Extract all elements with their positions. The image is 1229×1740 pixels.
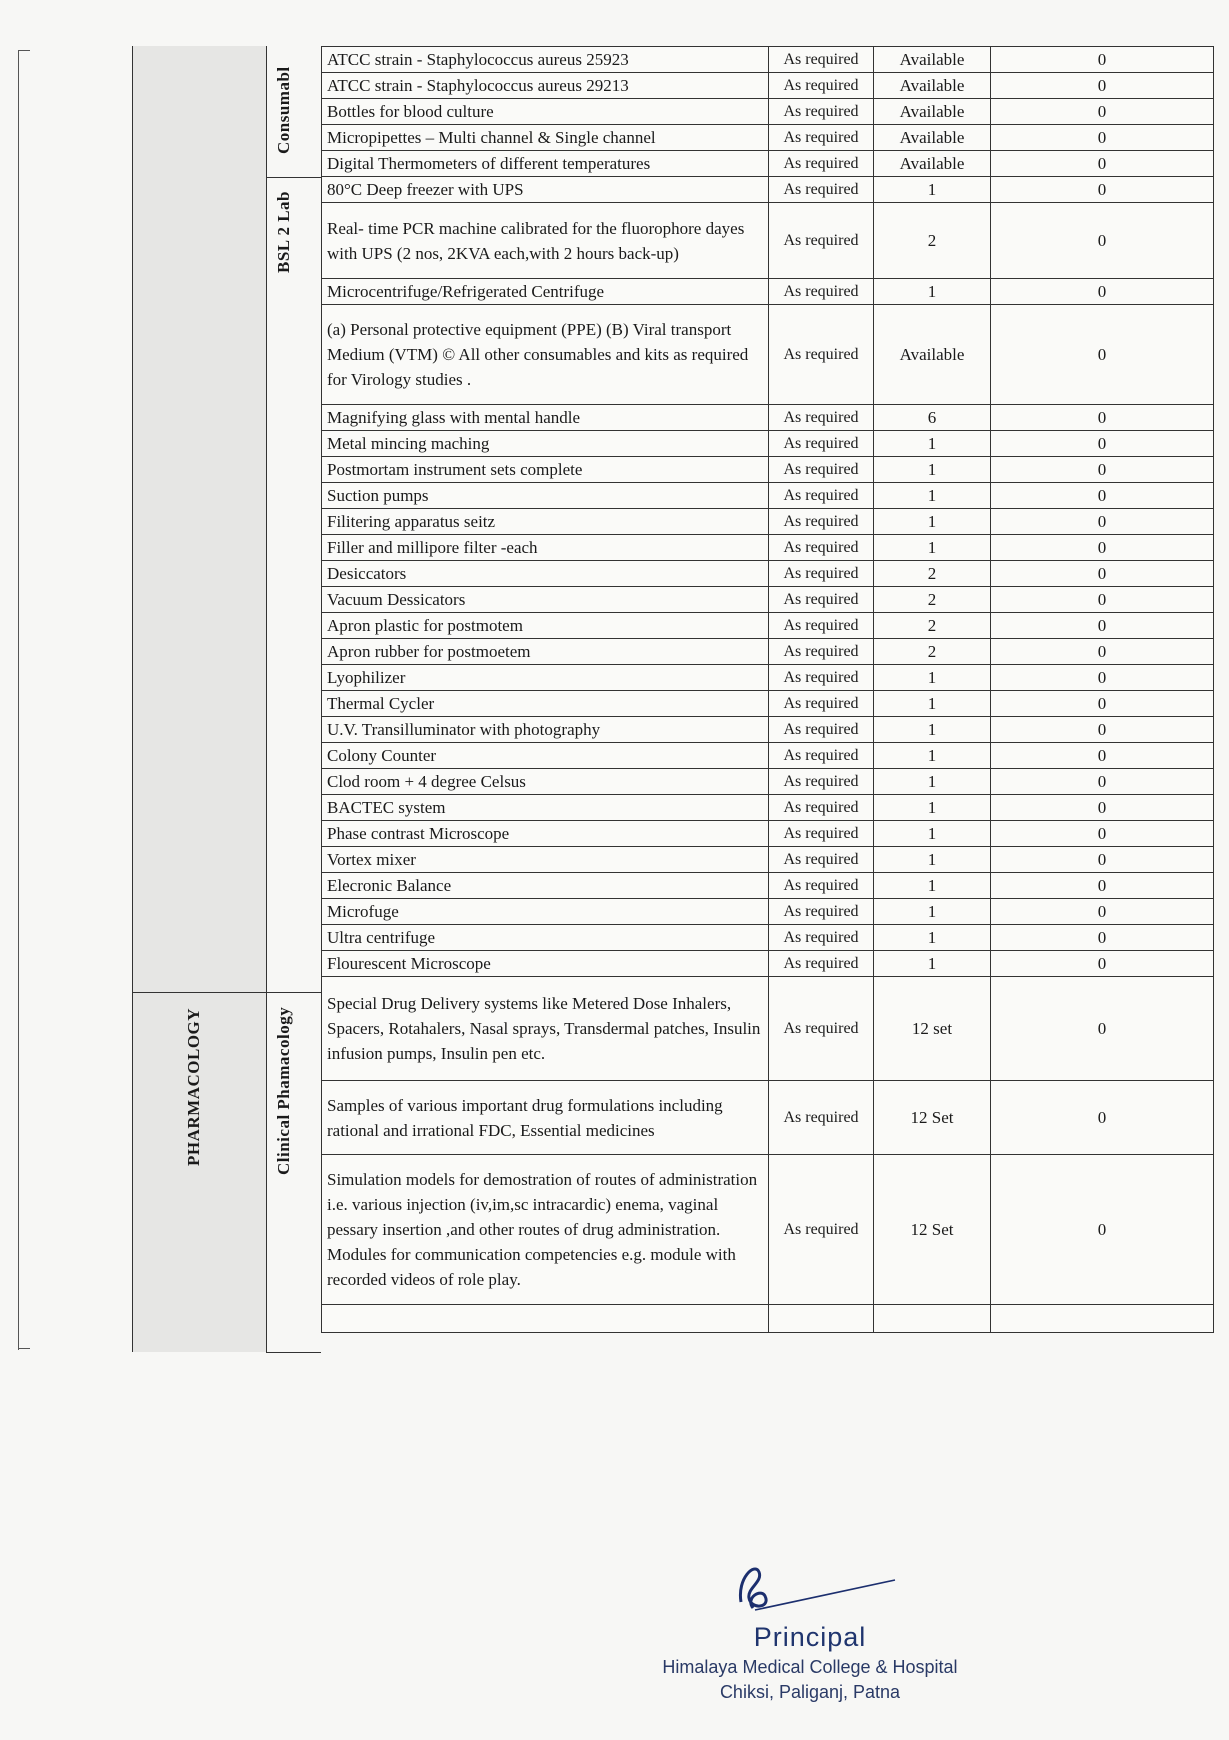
available-cell: Available: [874, 125, 991, 151]
requirement-cell: As required: [769, 405, 874, 431]
available-cell: Available: [874, 73, 991, 99]
deficiency-cell: 0: [991, 305, 1214, 405]
deficiency-cell: 0: [991, 977, 1214, 1081]
item-name-cell: Postmortam instrument sets complete: [322, 457, 769, 483]
available-cell: Available: [874, 305, 991, 405]
empty-cell: [322, 1305, 769, 1333]
item-name-cell: Lyophilizer: [322, 665, 769, 691]
requirement-cell: As required: [769, 743, 874, 769]
available-cell: 1: [874, 717, 991, 743]
deficiency-cell: 0: [991, 561, 1214, 587]
available-cell: 1: [874, 691, 991, 717]
item-name-cell: Special Drug Delivery systems like Metered Dose Inhalers, Spacers, Rotahalers, Nasal sprays, Transdermal patches, Insulin infusion pumps, Insulin pen etc.: [322, 977, 769, 1081]
requirement-cell: As required: [769, 847, 874, 873]
item-name-cell: Metal mincing maching: [322, 431, 769, 457]
item-name-cell: Phase contrast Microscope: [322, 821, 769, 847]
table-row: [322, 769, 1214, 795]
requirement-cell: As required: [769, 151, 874, 177]
item-name-cell: Micropipettes – Multi channel & Single channel: [322, 125, 769, 151]
table-row: [322, 977, 1214, 1081]
empty-cell: [991, 1305, 1214, 1333]
deficiency-cell: 0: [991, 613, 1214, 639]
requirement-cell: As required: [769, 899, 874, 925]
available-cell: Available: [874, 99, 991, 125]
deficiency-cell: 0: [991, 47, 1214, 73]
requirement-cell: As required: [769, 977, 874, 1081]
table-row: [322, 279, 1214, 305]
available-cell: 1: [874, 925, 991, 951]
equipment-table-body: [322, 47, 1214, 1333]
available-cell: 1: [874, 821, 991, 847]
deficiency-cell: 0: [991, 177, 1214, 203]
table-row: [322, 73, 1214, 99]
item-name-cell: Real- time PCR machine calibrated for the fluorophore dayes with UPS (2 nos, 2KVA each,with 2 hours back-up): [322, 203, 769, 279]
item-name-cell: Microfuge: [322, 899, 769, 925]
item-name-cell: ATCC strain - Staphylococcus aureus 29213: [322, 73, 769, 99]
available-cell: 2: [874, 561, 991, 587]
available-cell: 1: [874, 279, 991, 305]
item-name-cell: Bottles for blood culture: [322, 99, 769, 125]
deficiency-cell: 0: [991, 925, 1214, 951]
deficiency-cell: 0: [991, 99, 1214, 125]
deficiency-cell: 0: [991, 691, 1214, 717]
item-name-cell: Ultra centrifuge: [322, 925, 769, 951]
deficiency-cell: 0: [991, 535, 1214, 561]
item-name-cell: ATCC strain - Staphylococcus aureus 25923: [322, 47, 769, 73]
available-cell: 1: [874, 873, 991, 899]
requirement-cell: As required: [769, 431, 874, 457]
department-label: PHARMACOLOGY: [184, 1007, 203, 1166]
available-cell: 1: [874, 665, 991, 691]
table-row: [322, 125, 1214, 151]
available-cell: 2: [874, 587, 991, 613]
available-cell: 1: [874, 509, 991, 535]
item-name-cell: 80°C Deep freezer with UPS: [322, 177, 769, 203]
item-name-cell: Thermal Cycler: [322, 691, 769, 717]
requirement-cell: As required: [769, 613, 874, 639]
requirement-cell: As required: [769, 457, 874, 483]
item-name-cell: Vortex mixer: [322, 847, 769, 873]
table-row: [322, 899, 1214, 925]
table-row: [322, 717, 1214, 743]
table-row: [322, 743, 1214, 769]
item-name-cell: Samples of various important drug formulations including rational and irrational FDC, Essential medicines: [322, 1081, 769, 1155]
table-row: [322, 847, 1214, 873]
item-name-cell: U.V. Transilluminator with photography: [322, 717, 769, 743]
available-cell: Available: [874, 47, 991, 73]
requirement-cell: As required: [769, 925, 874, 951]
requirement-cell: As required: [769, 47, 874, 73]
item-name-cell: Digital Thermometers of different temperatures: [322, 151, 769, 177]
deficiency-cell: 0: [991, 665, 1214, 691]
requirement-cell: As required: [769, 305, 874, 405]
table-row: [322, 925, 1214, 951]
deficiency-cell: 0: [991, 125, 1214, 151]
item-name-cell: Flourescent Microscope: [322, 951, 769, 977]
deficiency-cell: 0: [991, 405, 1214, 431]
table-row: [322, 1081, 1214, 1155]
deficiency-cell: 0: [991, 873, 1214, 899]
requirement-cell: As required: [769, 73, 874, 99]
available-cell: 1: [874, 899, 991, 925]
item-name-cell: Clod room + 4 degree Celsus: [322, 769, 769, 795]
available-cell: 1: [874, 951, 991, 977]
table-row: [322, 509, 1214, 535]
section-divider: [266, 177, 321, 178]
item-name-cell: Magnifying glass with mental handle: [322, 405, 769, 431]
requirement-cell: As required: [769, 665, 874, 691]
deficiency-cell: 0: [991, 279, 1214, 305]
available-cell: 12 Set: [874, 1081, 991, 1155]
available-cell: 1: [874, 177, 991, 203]
requirement-cell: As required: [769, 483, 874, 509]
available-cell: 1: [874, 431, 991, 457]
requirement-cell: As required: [769, 509, 874, 535]
deficiency-cell: 0: [991, 1155, 1214, 1305]
deficiency-cell: 0: [991, 639, 1214, 665]
table-row: [322, 665, 1214, 691]
available-cell: 1: [874, 743, 991, 769]
table-row: [322, 821, 1214, 847]
item-name-cell: Desiccators: [322, 561, 769, 587]
table-row: [322, 561, 1214, 587]
available-cell: 2: [874, 613, 991, 639]
table-row: [322, 177, 1214, 203]
deficiency-cell: 0: [991, 457, 1214, 483]
available-cell: 12 set: [874, 977, 991, 1081]
requirement-cell: As required: [769, 821, 874, 847]
deficiency-cell: 0: [991, 899, 1214, 925]
requirement-cell: As required: [769, 873, 874, 899]
requirement-cell: As required: [769, 1081, 874, 1155]
margin-tick: [18, 50, 30, 51]
table-row: [322, 535, 1214, 561]
requirement-cell: As required: [769, 769, 874, 795]
deficiency-cell: 0: [991, 483, 1214, 509]
requirement-cell: As required: [769, 795, 874, 821]
available-cell: 2: [874, 203, 991, 279]
available-cell: 1: [874, 483, 991, 509]
requirement-cell: As required: [769, 717, 874, 743]
table-row: [322, 795, 1214, 821]
item-name-cell: Filler and millipore filter -each: [322, 535, 769, 561]
table-row: [322, 951, 1214, 977]
deficiency-cell: 0: [991, 717, 1214, 743]
available-cell: 1: [874, 769, 991, 795]
table-row: [322, 203, 1214, 279]
item-name-cell: Apron rubber for postmoetem: [322, 639, 769, 665]
table-row-empty: [322, 1305, 1214, 1333]
signature-block: [580, 1580, 1040, 1703]
available-cell: 6: [874, 405, 991, 431]
deficiency-cell: 0: [991, 587, 1214, 613]
available-cell: 2: [874, 639, 991, 665]
item-name-cell: (a) Personal protective equipment (PPE) (B) Viral transport Medium (VTM) © All other consumables and kits as required for Virology studies .: [322, 305, 769, 405]
deficiency-cell: 0: [991, 821, 1214, 847]
table-row: [322, 691, 1214, 717]
table-row: [322, 873, 1214, 899]
section-divider: [132, 992, 321, 993]
available-cell: 1: [874, 457, 991, 483]
available-cell: 12 Set: [874, 1155, 991, 1305]
item-name-cell: Colony Counter: [322, 743, 769, 769]
table-row: [322, 1155, 1214, 1305]
equipment-table: [321, 46, 1214, 1333]
signature-institution: Himalaya Medical College & Hospital: [662, 1657, 958, 1677]
section-label-bsl2-lab: BSL 2 Lab: [274, 191, 293, 273]
requirement-cell: As required: [769, 951, 874, 977]
signature-address: Chiksi, Paliganj, Patna: [719, 1682, 901, 1702]
margin-line: [18, 50, 19, 1350]
table-row: [322, 483, 1214, 509]
available-cell: 1: [874, 535, 991, 561]
requirement-cell: As required: [769, 561, 874, 587]
requirement-cell: As required: [769, 535, 874, 561]
deficiency-cell: 0: [991, 951, 1214, 977]
item-name-cell: Simulation models for demostration of routes of administration i.e. various injection (iv,im,sc intracardic) enema, vaginal pessary insertion ,and other routes of drug administration. Modules for communication competencies e.g. module with recorded videos of role play.: [322, 1155, 769, 1305]
available-cell: 1: [874, 847, 991, 873]
table-row: [322, 613, 1214, 639]
item-name-cell: Vacuum Dessicators: [322, 587, 769, 613]
table-row: [322, 151, 1214, 177]
item-name-cell: Suction pumps: [322, 483, 769, 509]
item-name-cell: Apron plastic for postmotem: [322, 613, 769, 639]
table-row: [322, 405, 1214, 431]
item-name-cell: BACTEC system: [322, 795, 769, 821]
section-label-consumables: Consumabl: [274, 66, 293, 155]
item-name-cell: Microcentrifuge/Refrigerated Centrifuge: [322, 279, 769, 305]
requirement-cell: As required: [769, 177, 874, 203]
deficiency-cell: 0: [991, 743, 1214, 769]
requirement-cell: As required: [769, 279, 874, 305]
deficiency-cell: 0: [991, 73, 1214, 99]
available-cell: 1: [874, 795, 991, 821]
available-cell: Available: [874, 151, 991, 177]
section-column-left-border: [266, 46, 267, 1352]
requirement-cell: As required: [769, 639, 874, 665]
empty-cell: [769, 1305, 874, 1333]
section-divider: [266, 1352, 321, 1353]
deficiency-cell: 0: [991, 509, 1214, 535]
requirement-cell: As required: [769, 691, 874, 717]
empty-cell: [874, 1305, 991, 1333]
deficiency-cell: 0: [991, 847, 1214, 873]
requirement-cell: As required: [769, 587, 874, 613]
deficiency-cell: 0: [991, 431, 1214, 457]
requirement-cell: As required: [769, 1155, 874, 1305]
table-row: [322, 639, 1214, 665]
margin-tick: [18, 1348, 30, 1349]
item-name-cell: Filitering apparatus seitz: [322, 509, 769, 535]
signature-title: Principal: [753, 1622, 867, 1652]
deficiency-cell: 0: [991, 1081, 1214, 1155]
table-row: [322, 457, 1214, 483]
deficiency-cell: 0: [991, 203, 1214, 279]
deficiency-cell: 0: [991, 795, 1214, 821]
table-row: [322, 47, 1214, 73]
table-row: [322, 431, 1214, 457]
deficiency-cell: 0: [991, 769, 1214, 795]
department-column-left-border: [132, 46, 133, 1352]
requirement-cell: As required: [769, 203, 874, 279]
requirement-cell: As required: [769, 125, 874, 151]
deficiency-cell: 0: [991, 151, 1214, 177]
table-row: [322, 99, 1214, 125]
section-label-clinical-pharmacology: Clinical Phamacology: [274, 1006, 293, 1176]
table-row: [322, 305, 1214, 405]
requirement-cell: As required: [769, 99, 874, 125]
item-name-cell: Elecronic Balance: [322, 873, 769, 899]
table-row: [322, 587, 1214, 613]
